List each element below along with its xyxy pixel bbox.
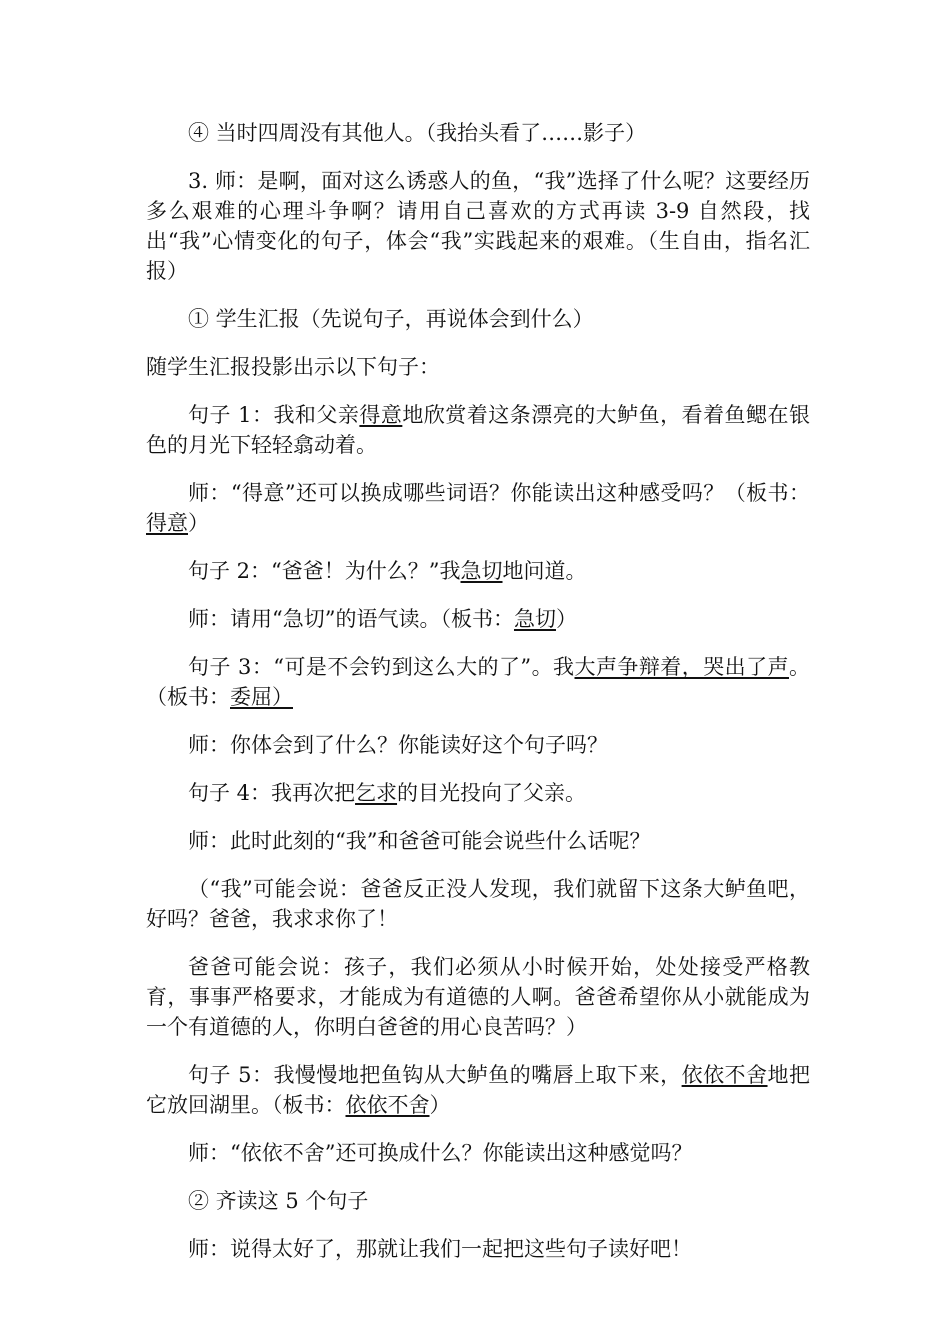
sentence-4: 句子 4：我再次把乞求的目光投向了父亲。: [188, 781, 587, 805]
teacher-remark-1: 师：“得意”还可以换成哪些词语？你能读出这种感受吗？（板书：得意）: [146, 481, 810, 535]
paragraph-read-aloud: ② 齐读这 5 个句子: [188, 1189, 369, 1213]
sentence-5: 句子 5：我慢慢地把鱼钩从大鲈鱼的嘴唇上取下来，依依不舍地把它放回湖里。（板书：依依不舍）: [146, 1063, 811, 1117]
dialogue-child: （“我”可能会说：爸爸反正没人发现，我们就留下这条大鲈鱼吧，好吗？爸爸，我求求你了！: [146, 877, 810, 931]
paragraph-2: 3. 师：是啊，面对这么诱惑人的鱼，“我”选择了什么呢？这要经历多么艰难的心理斗争啊？请用自己喜欢的方式再读 3-9 自然段，找出“我”心情变化的句子，体会“我”实践起来的艰难。（生自由，指名汇报）: [146, 169, 810, 283]
sentence-3: 句子 3：“可是不会钓到这么大的了”。我大声争辩着，哭出了声。（板书：委屈）: [146, 655, 810, 709]
sentence-2: 句子 2：“爸爸！为什么？”我急切地问道。: [188, 559, 587, 583]
teacher-remark-3: 师：你体会到了什么？你能读好这个句子吗？: [188, 733, 608, 757]
paragraph-4: 随学生汇报投影出示以下句子：: [146, 355, 440, 379]
teacher-remark-4: 师：此时此刻的“我”和爸爸可能会说些什么话呢？: [188, 829, 651, 853]
teacher-closing: 师：说得太好了，那就让我们一起把这些句子读好吧！: [188, 1237, 692, 1261]
paragraph-1: ④ 当时四周没有其他人。（我抬头看了……影子）: [188, 121, 647, 145]
document-page: [146, 118, 810, 1282]
teacher-remark-5: 师：“依依不舍”还可换成什么？你能读出这种感觉吗？: [188, 1141, 693, 1165]
sentence-1: 句子 1：我和父亲得意地欣赏着这条漂亮的大鲈鱼，看着鱼鳃在银色的月光下轻轻翕动着。: [146, 403, 811, 457]
paragraph-3: ① 学生汇报（先说句子，再说体会到什么）: [188, 307, 594, 331]
dialogue-father: 爸爸可能会说：孩子，我们必须从小时候开始，处处接受严格教育，事事严格要求，才能成为有道德的人啊。爸爸希望你从小就能成为一个有道德的人，你明白爸爸的用心良苦吗？）: [146, 955, 810, 1039]
teacher-remark-2: 师：请用“急切”的语气读。（板书：急切）: [188, 607, 577, 631]
